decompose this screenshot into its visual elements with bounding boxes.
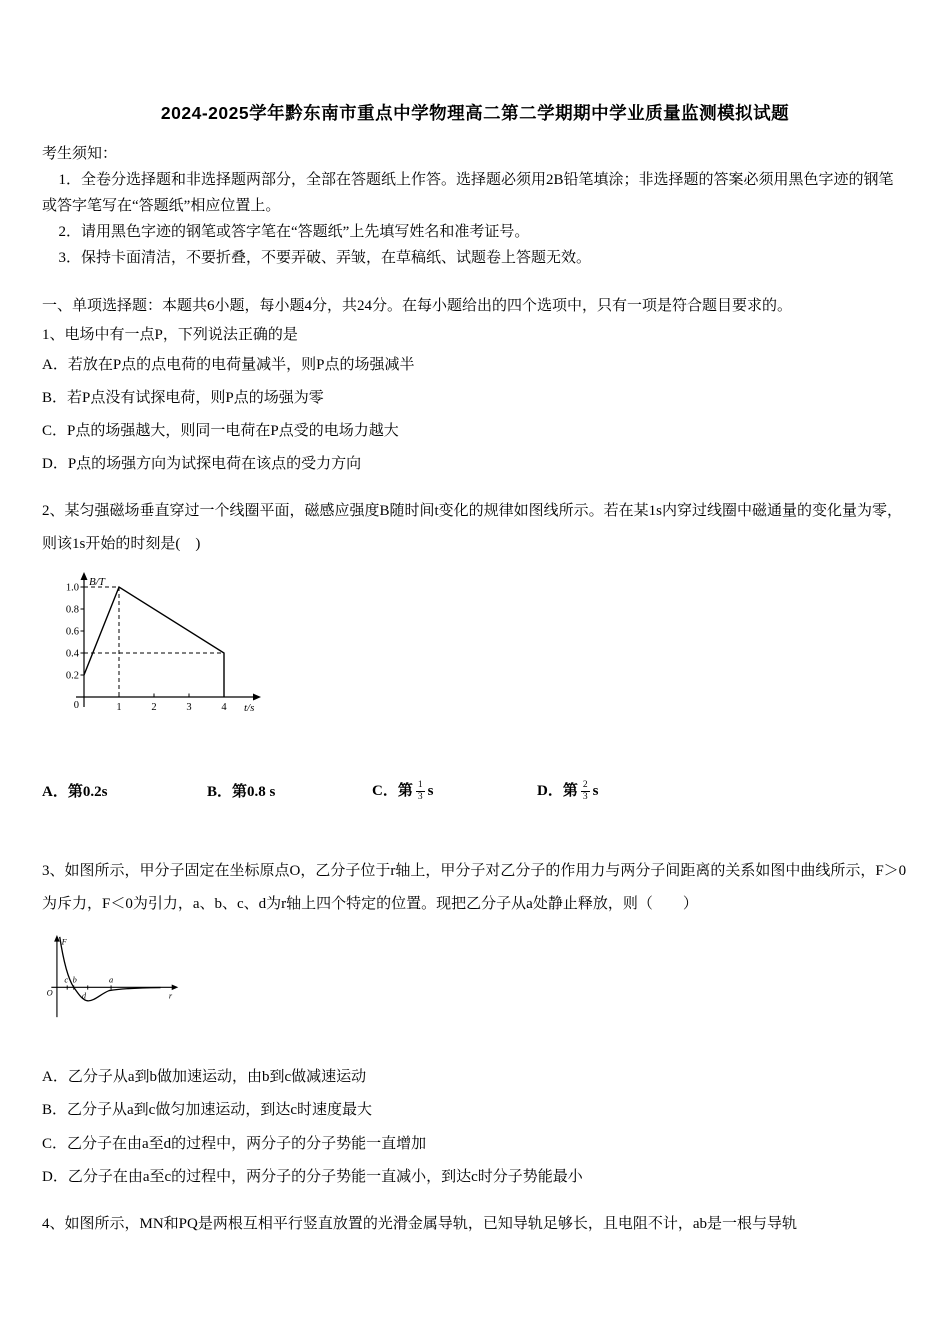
point-label-d: d	[81, 991, 87, 1001]
ytick-label: 0.2	[65, 670, 79, 682]
ytick-label: 0.4	[65, 648, 79, 660]
ytick-label: 0	[73, 700, 79, 711]
fr-curve	[60, 937, 161, 1001]
q2-options-row	[42, 780, 908, 803]
x-axis-arrow-icon	[253, 694, 261, 701]
notice-heading: 考生须知：	[42, 146, 118, 162]
fraction-numerator: 1	[417, 780, 423, 790]
q2-graph-container	[54, 569, 908, 734]
q2-option-c	[372, 780, 537, 803]
q1-option-c: C．P点的场强越大，则同一电荷在P点受的电场力越大	[42, 423, 399, 439]
y-axis-label: B/T	[89, 576, 105, 588]
q2-option-a: A．第0.2s	[42, 783, 108, 800]
origin-label: O	[46, 988, 53, 998]
xtick-label: 4	[221, 702, 227, 713]
q2-option-d-prefix: D．第	[537, 783, 578, 799]
xtick-label: 2	[151, 702, 157, 713]
fraction-two-thirds	[581, 780, 590, 803]
q3-stem: 3、如图所示，甲分子固定在坐标原点O，乙分子位于r轴上，甲分子对乙分子的作用力与两分子间距离的关系如图中曲线所示，F＞0为斥力，F＜0为引力，a、b、c、d为r轴上四个特定的位置。现把乙分子从a处静止释放，则（ ）	[42, 862, 907, 912]
q1-option-d: D．P点的场强方向为试探电荷在该点的受力方向	[42, 456, 362, 472]
point-label-c: c	[64, 975, 69, 985]
q2-bt-graph	[54, 569, 269, 729]
x-axis-label: r	[168, 991, 173, 1001]
page-title: 2024-2025学年黔东南市重点中学物理高二第二学期期中学业质量监测模拟试题	[160, 103, 790, 123]
q3-graph-container	[42, 933, 908, 1027]
q2-option-b: B．第0.8 s	[207, 783, 276, 800]
q3-option-b: B．乙分子从a到c做匀加速运动，到达c时速度最大	[42, 1102, 372, 1119]
q3-option-c: C．乙分子在由a至d的过程中，两分子的分子势能一直增加	[42, 1135, 427, 1152]
point-label-b: b	[72, 975, 77, 985]
q3-options	[42, 1061, 908, 1195]
question-2	[42, 495, 908, 803]
xtick-label: 3	[186, 702, 192, 713]
point-label-a: a	[108, 975, 114, 985]
notice-item-1: 1．全卷分选择题和非选择题两部分，全部在答题纸上作答。选择题必须用2B铅笔填涂；非选择题的答案必须用黑色字迹的钢笔或答字笔写在“答题纸”相应位置上。	[42, 172, 894, 214]
notice-item-2: 2．请用黑色字迹的钢笔或答字笔在“答题纸”上先填写姓名和准考证号。	[58, 224, 530, 240]
y-axis-label: F	[61, 937, 67, 947]
q2-option-c-suffix: s	[427, 783, 434, 799]
question-1	[42, 322, 908, 481]
fraction-numerator: 2	[582, 780, 588, 790]
fraction-one-third	[416, 780, 425, 803]
q4-stem: 4、如图所示，MN和PQ是两根互相平行竖直放置的光滑金属导轨，已知导轨足够长，且电阻不计，ab是一根与导轨	[42, 1215, 798, 1232]
q2-option-c-prefix: C．第	[372, 783, 413, 799]
q3-option-a: A．乙分子从a到b做加速运动，由b到c做减速运动	[42, 1068, 367, 1085]
bt-data-line	[84, 587, 224, 697]
q2-option-d-suffix: s	[592, 783, 599, 799]
fraction-denominator: 3	[582, 791, 588, 802]
q2-stem: 2、某匀强磁场垂直穿过一个线圈平面，磁感应强度B随时间t变化的规律如图线所示。若在某1s内穿过线圈中磁通量的变化量为零，则该1s开始的时刻是( )	[42, 503, 903, 552]
ytick-label: 1.0	[65, 582, 79, 594]
q3-fr-graph	[42, 933, 182, 1022]
question-3	[42, 855, 908, 1195]
section1-heading: 一、单项选择题：本题共6小题，每小题4分，共24分。在每小题给出的四个选项中，只有一项是符合题目要求的。	[42, 298, 793, 314]
q1-stem: 1、电场中有一点P，下列说法正确的是	[42, 327, 298, 343]
ytick-label: 0.6	[65, 626, 79, 638]
q1-option-a: A．若放在P点的点电荷的电荷量减半，则P点的场强减半	[42, 357, 415, 373]
ytick-label: 0.8	[65, 604, 79, 616]
fraction-denominator: 3	[417, 791, 423, 802]
notice-item-3: 3．保持卡面清洁，不要折叠，不要弄破、弄皱，在草稿纸、试题卷上答题无效。	[58, 250, 592, 266]
q2-option-d	[537, 780, 598, 803]
xtick-label: 1	[116, 702, 122, 713]
x-axis-arrow-icon	[172, 984, 179, 990]
q3-option-d: D．乙分子在由a至c的过程中，两分子的分子势能一直减小，到达c时分子势能最小	[42, 1169, 583, 1186]
y-axis-arrow-icon	[54, 935, 60, 942]
y-axis-arrow-icon	[81, 572, 88, 580]
x-axis-label: t/s	[244, 702, 255, 714]
q1-option-b: B．若P点没有试探电荷，则P点的场强为零	[42, 390, 324, 406]
